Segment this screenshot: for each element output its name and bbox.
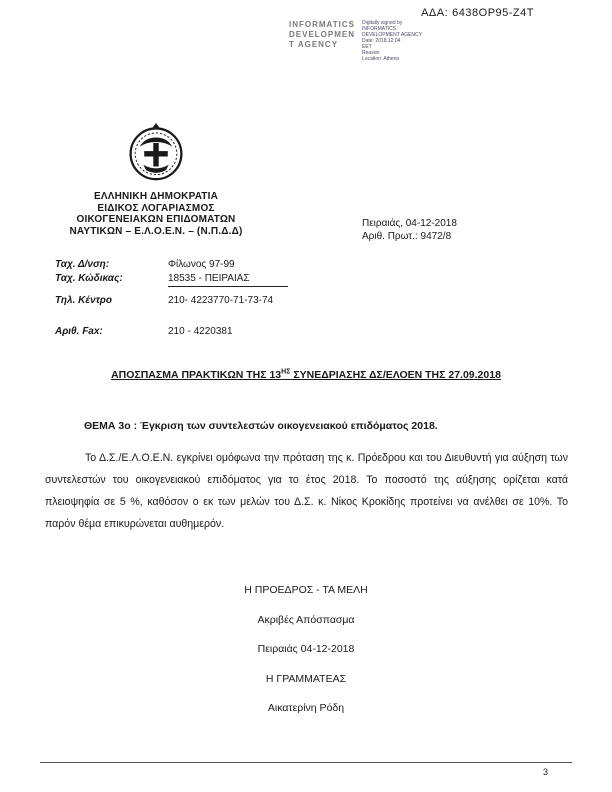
- footer-divider: [40, 762, 572, 763]
- signature-detail-line: Reason:: [362, 50, 381, 56]
- signature-detail-line: INFORMATICS: [362, 26, 397, 32]
- contact-row-phone: [55, 295, 385, 306]
- org-name-line: ΕΛΛΗΝΙΚΗ ΔΗΜΟΚΡΑΤΙΑ: [93, 191, 219, 202]
- signature-detail-line: DEVELOPMENT AGENCY: [362, 32, 422, 38]
- body-paragraph: Το Δ.Σ./Ε.Λ.Ο.Ε.Ν. εγκρίνει ομόφωνα την πρόταση της κ. Πρόεδρου και του Διευθυντή για αύξηση των συντελεστών του οικογενειακού επιδόματος για το έτος 2018. Το ποσοστό της αύξησης ορίζεται κατά πλειοψηφία σε 5 %, καθόσον ο εκ των μελών του Δ.Σ. κ. Νίκος Κροκίδης προτείνει να ανέλθει σε 10%. Το παρόν θέμα επικυρώνεται αυθημερόν.: [45, 452, 568, 530]
- closing-line-city-date: Πειραιάς 04-12-2018: [257, 643, 355, 655]
- contact-row-address: [55, 259, 385, 270]
- digital-signature-stamp: [289, 20, 426, 62]
- signature-agency-name: [289, 20, 355, 62]
- minutes-title-superscript: ΗΣ: [281, 368, 291, 375]
- signature-detail-line: Digitally signed by: [362, 20, 403, 26]
- contact-label: Ταχ. Δ/νση:: [55, 259, 110, 270]
- org-name-line: ΝΑΥΤΙΚΩΝ – Ε.Λ.Ο.Ε.Ν. – (Ν.Π.Δ.Δ): [69, 225, 243, 237]
- contact-value: Φίλωνος 97-99: [168, 259, 235, 270]
- greek-coat-of-arms-icon: [127, 116, 185, 188]
- contact-value: 18535 - ΠΕΙΡΑΙΑΣ: [168, 273, 288, 287]
- minutes-title: [0, 368, 612, 381]
- organization-header: [28, 191, 284, 237]
- contact-value: 210 - 4220381: [168, 326, 233, 337]
- closing-line-president-members: Η ΠΡΟΕΔΡΟΣ - ΤΑ ΜΕΛΗ: [244, 584, 368, 596]
- minutes-title-part2: ΣΥΝΕΔΡΙΑΣΗΣ ΔΣ/ΕΛΟΕΝ ΤΗΣ 27.09.2018: [290, 368, 501, 381]
- signature-agency-line: T AGENCY: [289, 40, 339, 49]
- signature-agency-line: INFORMATICS: [289, 20, 355, 29]
- closing-line-secretary-name: Αικατερίνη Ρόδη: [267, 702, 345, 714]
- ada-code: [421, 7, 534, 19]
- contact-value: 210- 4223770-71-73-74: [168, 295, 274, 306]
- subject-line: ΘΕΜΑ 3ο : Έγκριση των συντελεστών οικογενειακού επιδόματος 2018.: [84, 420, 438, 432]
- contact-label: Αριθ. Fax:: [55, 326, 103, 337]
- contact-label: Ταχ. Κώδικας:: [55, 273, 123, 284]
- protocol-number: Αριθ. Πρωτ.: 9472/8: [362, 231, 452, 242]
- closing-line-secretary-title: Η ΓΡΑΜΜΑΤΕΑΣ: [265, 673, 347, 685]
- closing-line-certified-extract: Ακριβές Απόσπασμα: [257, 614, 355, 626]
- signature-detail-line: EET: [362, 44, 372, 50]
- contact-row-fax: [55, 326, 385, 337]
- signature-details: [362, 20, 426, 62]
- ada-label: ΑΔΑ:: [421, 7, 449, 19]
- signature-detail-line: Location: Athens: [362, 56, 399, 62]
- ada-value: 6438ΟΡ95-Ζ4Τ: [452, 7, 534, 19]
- org-name-line: ΟΙΚΟΓΕΝΕΙΑΚΩΝ ΕΠΙΔΟΜΑΤΩΝ: [76, 214, 236, 225]
- page-number: 3: [542, 767, 548, 777]
- contact-label: Τηλ. Κέντρο: [55, 295, 112, 306]
- date-protocol-block: [362, 217, 457, 243]
- signature-detail-line: Date: 2018.12.04: [362, 38, 401, 44]
- signature-agency-line: DEVELOPMEN: [289, 30, 356, 39]
- contact-row-postal-code: [55, 273, 385, 287]
- org-name-line: ΕΙΔΙΚΟΣ ΛΟΓΑΡΙΑΣΜΟΣ: [97, 202, 215, 214]
- minutes-title-part1: ΑΠΟΣΠΑΣΜΑ ΠΡΑΚΤΙΚΩΝ ΤΗΣ 13: [111, 368, 282, 381]
- city-date: Πειραιάς, 04-12-2018: [362, 218, 457, 229]
